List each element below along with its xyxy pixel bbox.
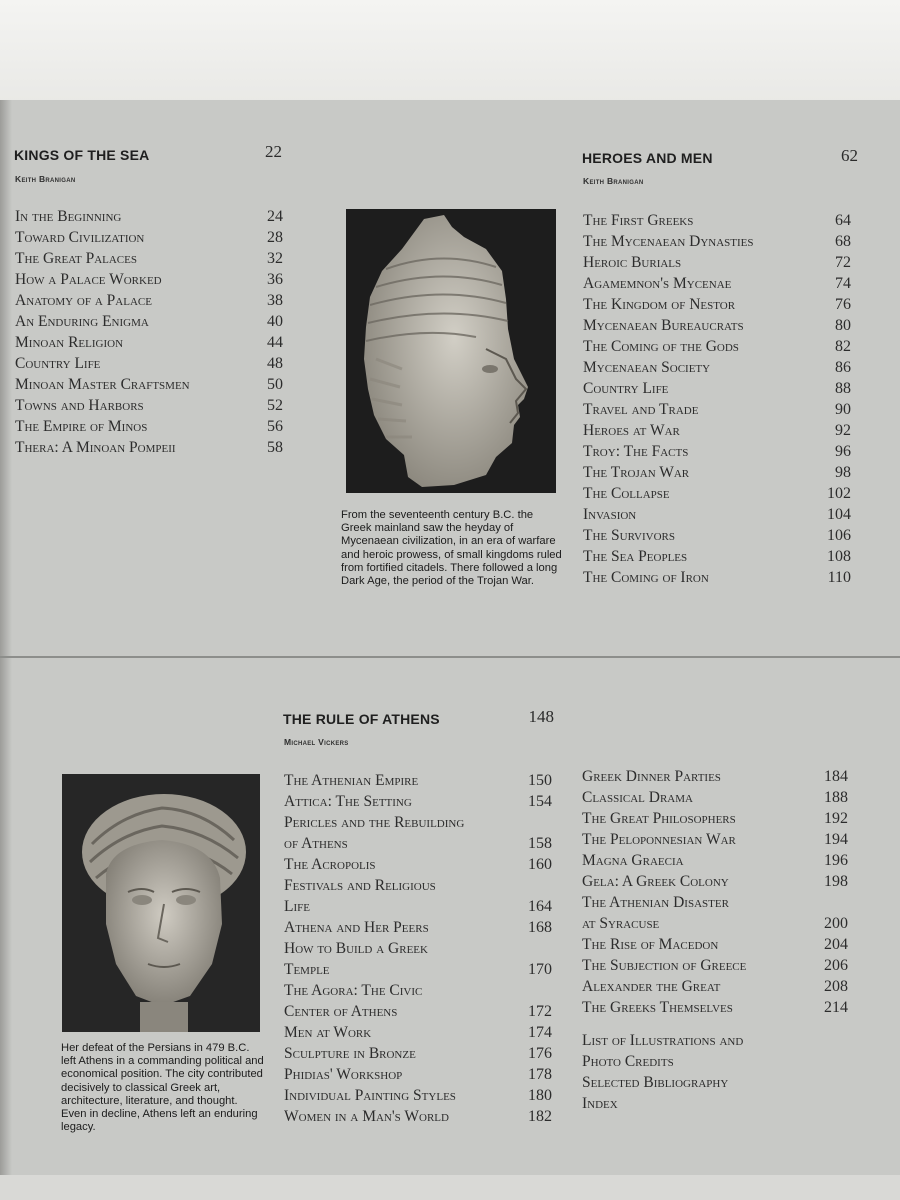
- toc-kings-entry-title: Towns and Harbors: [15, 397, 144, 414]
- toc-heroes-entry: [583, 315, 851, 336]
- toc-back-matter-entry-title: Selected Bibliography: [582, 1074, 729, 1091]
- toc-kings-entry-page: 38: [267, 292, 283, 309]
- toc-kings-entry: [15, 416, 283, 437]
- toc-athens-entry-page: 172: [528, 1003, 552, 1020]
- toc-athens-entry-title: Pericles and the Rebuilding of Athens: [284, 814, 465, 852]
- toc-kings-entry-title: In the Beginning: [15, 208, 122, 225]
- toc-kings-entry: [15, 353, 283, 374]
- toc-heroes-entry-page: 82: [835, 338, 851, 355]
- toc-athens-entry-title: Classical Drama: [582, 789, 693, 806]
- section-page-kings: 22: [265, 142, 282, 161]
- toc-athens-entry-title: Sculpture in Bronze: [284, 1045, 416, 1062]
- toc-heroes-entry-title: The First Greeks: [583, 212, 694, 229]
- toc-heroes-entry: [583, 336, 851, 357]
- toc-heroes-entry-title: Mycenaean Bureaucrats: [583, 317, 744, 334]
- toc-heroes-entry-page: 68: [835, 233, 851, 250]
- toc-athens-entry-page: 188: [824, 789, 848, 806]
- toc-heroes-entry: [583, 399, 851, 420]
- toc-heroes-entry-title: The Collapse: [583, 485, 670, 502]
- toc-kings-entry-title: An Enduring Enigma: [15, 313, 149, 330]
- toc-athens-entry-page: 198: [824, 873, 848, 890]
- toc-athens-entry: [284, 1085, 552, 1106]
- toc-athens-entry-page: 194: [824, 831, 848, 848]
- toc-heroes-entry-title: The Sea Peoples: [583, 548, 688, 565]
- toc-athens-entry-page: 178: [528, 1066, 552, 1083]
- toc-athens-entry-title: The Rise of Macedon: [582, 936, 719, 953]
- toc-heroes-entry-title: Travel and Trade: [583, 401, 699, 418]
- toc-kings-entry-page: 40: [267, 313, 283, 330]
- toc-heroes-entry-page: 96: [835, 443, 851, 460]
- toc-kings-entry-page: 58: [267, 439, 283, 456]
- toc-heroes-entry-title: The Trojan War: [583, 464, 690, 481]
- toc-athens-entry-page: 168: [528, 919, 552, 936]
- toc-athens-entry-title: The Agora: The Civic Center of Athens: [284, 982, 423, 1020]
- toc-athens-entry: [582, 766, 848, 787]
- toc-athens-entry: [582, 808, 848, 829]
- toc-heroes-entry: [583, 378, 851, 399]
- toc-kings-entry-title: The Great Palaces: [15, 250, 137, 267]
- section-title-athens: THE RULE OF ATHENS: [283, 711, 440, 727]
- toc-athens-entry-title: Individual Painting Styles: [284, 1087, 456, 1104]
- toc-heroes-entry-title: Heroic Burials: [583, 254, 682, 271]
- section-author-heroes: Keith Branigan: [583, 176, 644, 186]
- toc-heroes-entry: [583, 252, 851, 273]
- toc-kings-entry-page: 24: [267, 208, 283, 225]
- toc-kings-entry-page: 36: [267, 271, 283, 288]
- photo-athenian-head: [62, 774, 260, 1032]
- toc-heroes-entry-title: The Coming of the Gods: [583, 338, 739, 355]
- toc-kings-entry-page: 28: [267, 229, 283, 246]
- toc-heroes-entry: [583, 546, 851, 567]
- toc-list-heroes: [583, 210, 851, 588]
- toc-athens-entry: [284, 1064, 552, 1085]
- toc-athens-entry-page: 160: [528, 856, 552, 873]
- toc-athens-entry: [582, 871, 848, 892]
- toc-athens-entry: [582, 829, 848, 850]
- section-page-heroes: 62: [841, 146, 858, 165]
- toc-athens-entry-title: Greek Dinner Parties: [582, 768, 721, 785]
- toc-back-matter-entry: [582, 1093, 848, 1114]
- toc-athens-entry: [284, 1106, 552, 1127]
- toc-athens-entry-page: 150: [528, 772, 552, 789]
- toc-heroes-entry-title: The Survivors: [583, 527, 675, 544]
- toc-heroes-entry-page: 86: [835, 359, 851, 376]
- toc-heroes-entry-title: Heroes at War: [583, 422, 680, 439]
- toc-athens-entry: [284, 812, 552, 854]
- toc-kings-entry: [15, 248, 283, 269]
- toc-athens-entry-page: 196: [824, 852, 848, 869]
- toc-athens-entry-title: The Great Philosophers: [582, 810, 736, 827]
- toc-athens-entry-title: Athena and Her Peers: [284, 919, 429, 936]
- toc-kings-entry: [15, 311, 283, 332]
- toc-athens-entry-page: 174: [528, 1024, 552, 1041]
- toc-heroes-entry-page: 76: [835, 296, 851, 313]
- toc-kings-entry-title: Anatomy of a Palace: [15, 292, 152, 309]
- toc-athens-entry-title: Attica: The Setting: [284, 793, 412, 810]
- toc-athens-entry-title: Men at Work: [284, 1024, 372, 1041]
- toc-back-matter-entry: [582, 1030, 848, 1072]
- toc-heroes-entry-page: 92: [835, 422, 851, 439]
- caption-top: From the seventeenth century B.C. the Greek mainland saw the heyday of Mycenaean civilization, in an era of warfare and heroic prowess, of small kingdoms ruled from fortified citadels. There followed a long Dark Age, the period of the Trojan War.: [341, 509, 562, 588]
- toc-heroes-entry: [583, 420, 851, 441]
- toc-kings-entry-title: Toward Civilization: [15, 229, 145, 246]
- toc-back-matter-entry-title: List of Illustrations and Photo Credits: [582, 1032, 744, 1070]
- toc-kings-entry: [15, 374, 283, 395]
- toc-athens-entry-page: 184: [824, 768, 848, 785]
- toc-heroes-entry: [583, 210, 851, 231]
- toc-athens-entry-title: The Greeks Themselves: [582, 999, 733, 1016]
- toc-kings-entry: [15, 437, 283, 458]
- toc-heroes-entry-title: Mycenaean Society: [583, 359, 711, 376]
- caption-bottom: Her defeat of the Persians in 479 B.C. left Athens in a commanding political and economical position. The city contributed decisively to classical Greek art, architecture, literature, and thought. Even in decline, Athens left an enduring legacy.: [61, 1042, 264, 1134]
- toc-heroes-entry-page: 110: [827, 569, 851, 586]
- toc-heroes-entry: [583, 231, 851, 252]
- toc-athens-entry: [582, 892, 848, 934]
- toc-kings-entry: [15, 206, 283, 227]
- background-surface: [0, 0, 900, 102]
- toc-athens-entry-title: Festivals and Religious Life: [284, 877, 436, 915]
- toc-athens-entry-title: The Acropolis: [284, 856, 376, 873]
- toc-heroes-entry: [583, 273, 851, 294]
- toc-athens-entry-page: 170: [528, 961, 552, 978]
- toc-athens-entry-page: 154: [528, 793, 552, 810]
- toc-athens-entry-title: How to Build a Greek Temple: [284, 940, 428, 978]
- toc-heroes-entry-title: The Kingdom of Nestor: [583, 296, 736, 313]
- toc-heroes-entry-page: 80: [835, 317, 851, 334]
- toc-heroes-entry-page: 104: [827, 506, 851, 523]
- toc-athens-entry-page: 164: [528, 898, 552, 915]
- toc-heroes-entry-page: 90: [835, 401, 851, 418]
- toc-athens-entry: [284, 1022, 552, 1043]
- toc-heroes-entry: [583, 483, 851, 504]
- toc-athens-entry-title: Magna Graecia: [582, 852, 684, 869]
- toc-athens-entry: [582, 934, 848, 955]
- page-fold-line: [0, 656, 900, 658]
- toc-kings-entry-page: 48: [267, 355, 283, 372]
- toc-kings-entry-page: 52: [267, 397, 283, 414]
- toc-back-matter-entry: [582, 1072, 848, 1093]
- toc-athens-entry: [284, 980, 552, 1022]
- toc-athens-entry: [284, 791, 552, 812]
- toc-heroes-entry: [583, 294, 851, 315]
- toc-kings-entry: [15, 269, 283, 290]
- toc-heroes-entry: [583, 525, 851, 546]
- toc-athens-entry: [582, 955, 848, 976]
- toc-kings-entry: [15, 290, 283, 311]
- mycenaean-head-illustration: [346, 209, 556, 493]
- toc-list-kings: [15, 206, 283, 458]
- section-title-heroes: HEROES AND MEN: [582, 150, 713, 166]
- toc-athens-entry: [284, 875, 552, 917]
- toc-heroes-entry-title: Invasion: [583, 506, 637, 523]
- toc-kings-entry: [15, 332, 283, 353]
- toc-heroes-entry-title: Country Life: [583, 380, 669, 397]
- toc-kings-entry-page: 32: [267, 250, 283, 267]
- toc-athens-entry-title: Women in a Man's World: [284, 1108, 449, 1125]
- toc-heroes-entry-page: 88: [835, 380, 851, 397]
- toc-athens-entry-page: 208: [824, 978, 848, 995]
- toc-kings-entry-page: 50: [267, 376, 283, 393]
- toc-athens-entry-title: The Athenian Disaster at Syracuse: [582, 894, 729, 932]
- toc-athens-entry-title: Alexander the Great: [582, 978, 721, 995]
- book-binding-shadow: [0, 100, 12, 1175]
- toc-heroes-entry: [583, 462, 851, 483]
- toc-kings-entry-title: Minoan Master Craftsmen: [15, 376, 190, 393]
- toc-athens-entry-title: The Subjection of Greece: [582, 957, 747, 974]
- toc-athens-entry-title: The Athenian Empire: [284, 772, 419, 789]
- athenian-head-illustration: [62, 774, 260, 1032]
- toc-heroes-entry-title: The Mycenaean Dynasties: [583, 233, 754, 250]
- toc-list-athens-back-matter: [582, 1030, 848, 1114]
- toc-athens-entry-title: The Peloponnesian War: [582, 831, 736, 848]
- toc-kings-entry-title: Country Life: [15, 355, 101, 372]
- toc-athens-entry: [284, 917, 552, 938]
- toc-athens-entry: [582, 787, 848, 808]
- toc-athens-entry-page: 158: [528, 835, 552, 852]
- toc-heroes-entry-title: Agamemnon's Mycenae: [583, 275, 732, 292]
- toc-athens-entry-page: 182: [528, 1108, 552, 1125]
- toc-athens-entry-page: 204: [824, 936, 848, 953]
- toc-list-athens-col2: [582, 766, 848, 1018]
- toc-heroes-entry: [583, 441, 851, 462]
- toc-heroes-entry-page: 108: [827, 548, 851, 565]
- toc-athens-entry-title: Gela: A Greek Colony: [582, 873, 729, 890]
- toc-athens-entry: [582, 997, 848, 1018]
- toc-kings-entry-title: Thera: A Minoan Pompeii: [15, 439, 176, 456]
- toc-kings-entry-title: The Empire of Minos: [15, 418, 148, 435]
- toc-list-athens-col1: [284, 770, 552, 1127]
- toc-heroes-entry-page: 98: [835, 464, 851, 481]
- toc-athens-entry: [284, 1043, 552, 1064]
- toc-athens-entry: [582, 976, 848, 997]
- toc-kings-entry: [15, 227, 283, 248]
- toc-heroes-entry: [583, 567, 851, 588]
- toc-kings-entry: [15, 395, 283, 416]
- toc-heroes-entry: [583, 504, 851, 525]
- toc-kings-entry-title: Minoan Religion: [15, 334, 124, 351]
- section-author-athens: Michael Vickers: [284, 737, 349, 747]
- page-bottom-edge: [0, 1175, 900, 1200]
- toc-kings-entry-title: How a Palace Worked: [15, 271, 162, 288]
- toc-athens-entry-page: 206: [824, 957, 848, 974]
- section-author-kings: Keith Branigan: [15, 174, 76, 184]
- toc-athens-entry: [284, 854, 552, 875]
- toc-kings-entry-page: 56: [267, 418, 283, 435]
- toc-heroes-entry-page: 72: [835, 254, 851, 271]
- toc-heroes-entry-page: 102: [827, 485, 851, 502]
- toc-athens-entry: [284, 938, 552, 980]
- toc-athens-entry-page: 200: [824, 915, 848, 932]
- toc-heroes-entry-page: 106: [827, 527, 851, 544]
- toc-athens-entry: [284, 770, 552, 791]
- toc-heroes-entry-title: Troy: The Facts: [583, 443, 689, 460]
- toc-heroes-entry-page: 64: [835, 212, 851, 229]
- toc-athens-entry-page: 214: [824, 999, 848, 1016]
- toc-kings-entry-page: 44: [267, 334, 283, 351]
- section-title-kings: KINGS OF THE SEA: [14, 147, 150, 163]
- toc-heroes-entry-page: 74: [835, 275, 851, 292]
- toc-athens-entry-page: 180: [528, 1087, 552, 1104]
- toc-athens-entry-title: Phidias' Workshop: [284, 1066, 403, 1083]
- toc-athens-entry-page: 176: [528, 1045, 552, 1062]
- photo-mycenaean-head: [346, 209, 556, 493]
- toc-back-matter-entry-title: Index: [582, 1095, 618, 1112]
- section-page-athens: 148: [528, 707, 554, 726]
- toc-heroes-entry-title: The Coming of Iron: [583, 569, 709, 586]
- toc-heroes-entry: [583, 357, 851, 378]
- toc-athens-entry-page: 192: [824, 810, 848, 827]
- toc-athens-entry: [582, 850, 848, 871]
